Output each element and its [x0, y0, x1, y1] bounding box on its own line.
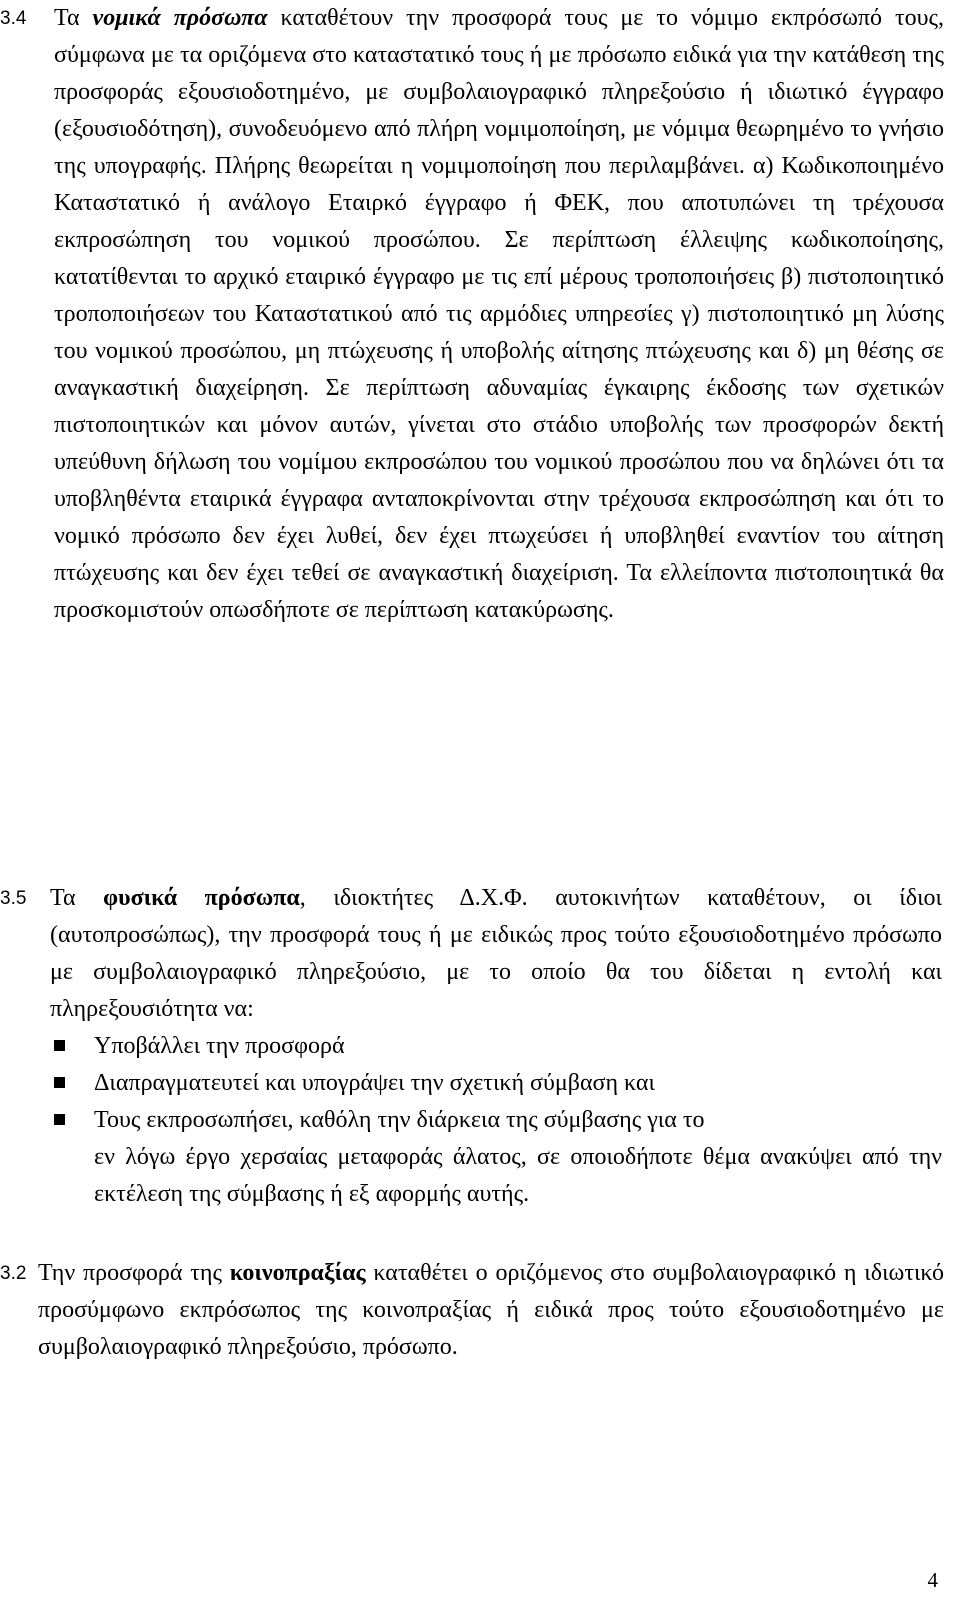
list-item: [50, 1028, 942, 1065]
square-bullet-icon: [54, 1040, 65, 1051]
list-item-text: Τους εκπροσωπήσει, καθόλη την διάρκεια της σύμβασης για το: [94, 1107, 705, 1133]
list-item: [50, 1102, 942, 1139]
lead-text: Τα: [50, 885, 104, 911]
square-bullet-icon: [54, 1077, 65, 1088]
body-text: καταθέτει ο οριζόμενος στο συμβολαιογραφικό η ιδιωτικό προσύμφωνο εκπρόσωπος της κοινοπραξίας ή ειδικά προς τούτο εξουσιοδοτημένο με συμβολαιογραφικό πληρεξούσιο, πρόσωπο.: [38, 1260, 944, 1360]
section-3-4: [0, 0, 948, 629]
section-3-5: [0, 880, 948, 1213]
section-paragraph: [50, 880, 942, 1028]
body-text: καταθέτουν την προσφορά τους με το νόμιμο εκπρόσωπό τους, σύμφωνα με τα οριζόμενα στο καταστατικό τους ή με πρόσωπο ειδικά για την κατάθεση της προσφοράς εξουσιοδοτημένο, με συμβολαιογραφικό πληρεξούσιο ή ιδιωτικό έγγραφο (εξουσιοδότηση), συνοδευόμενο από πλήρη νομιμοποίηση, με νόμιμα θεωρημένο το γνήσιο της υπογραφής. Πλήρης θεωρείται η νομιμοποίηση που περιλαμβάνει. α) Κωδικοποιημένο Καταστατικό ή ανάλογο Εταιρκό έγγραφο ή ΦΕΚ, που αποτυπώνει τη τρέχουσα εκπροσώπηση του νομικού προσώπου. Σε περίπτωση έλλειψης κωδικοποίησης, κατατίθενται το αρχικό εταιρικό έγγραφο με τις επί μέρους τροποποιήσεις β) πιστοποιητικό τροποποιήσεων του Καταστατικού από τις αρμόδιες υπηρεσίες γ) πιστοποιητικό μη λύσης του νομικού προσώπου, μη πτώχευσης ή υποβολής αίτησης πτώχευσης και δ) μη θέσης σε αναγκαστική διαχείρηση. Σε περίπτωση αδυναμίας έγκαιρης έκδοσης των σχετικών πιστοποιητικών και μόνον αυτών, γίνεται στο στάδιο υποβολής των προσφορών δεκτή υπεύθυνη δήλωση του νομίμου εκπροσώπου του νομικού προσώπου που να δηλώνει ότι τα υποβληθέντα εταιρικά έγγραφα ανταποκρίνονται στην τρέχουσα εκπροσώπηση και ότι το νομικό πρόσωπο δεν έχει λυθεί, δεν έχει πτωχεύσει ή υποβληθεί εναντίον του αίτηση πτώχευσης και δεν έχει τεθεί σε αναγκαστική διαχείριση. Τα ελλείποντα πιστοποιητικά θα προσκομιστούν οπωσδήποτε σε περίπτωση κατακύρωσης.: [54, 5, 944, 623]
section-number: 3.4: [0, 8, 27, 29]
bold-term: φυσικά πρόσωπα: [103, 885, 300, 911]
page-number: 4: [927, 1568, 938, 1592]
list-item-text: Υποβάλλει την προσφορά: [94, 1033, 345, 1059]
bold-term: νομικά πρόσωπα: [92, 5, 268, 31]
list-item: [50, 1065, 942, 1102]
bullet-list: [50, 1028, 942, 1139]
body-text: , ιδιοκτήτες Δ.Χ.Φ. αυτοκινήτων καταθέτουν, οι ίδιοι (αυτοπροσώπως), την προσφορά τους ή με ειδικώς προς τούτο εξουσιοδοτημένο πρόσωπο με συμβολαιογραφικό πληρεξούσιο, με το οποίο θα του δίδεται η εντολή και πληρεξουσιότητα να:: [50, 885, 942, 1022]
section-text: [38, 1255, 944, 1366]
section-text: [50, 880, 942, 1213]
lead-text: Την προσφορά της: [38, 1260, 230, 1286]
lead-text: Τα: [54, 5, 93, 31]
square-bullet-icon: [54, 1114, 65, 1125]
section-number: 3.5: [0, 888, 27, 909]
section-3-2: [0, 1255, 948, 1366]
bullet-continuation: εν λόγω έργο χερσαίας μεταφοράς άλατος, σε οποιοδήποτε θέμα ανακύψει από την εκτέλεση της σύμβασης ή εξ αφορμής αυτής.: [94, 1144, 942, 1207]
section-number: 3.2: [0, 1263, 27, 1284]
list-item-text: Διαπραγματευτεί και υπογράψει την σχετική σύμβαση και: [94, 1070, 655, 1096]
section-text: [54, 0, 944, 629]
bold-term: κοινοπραξίας: [229, 1260, 366, 1286]
